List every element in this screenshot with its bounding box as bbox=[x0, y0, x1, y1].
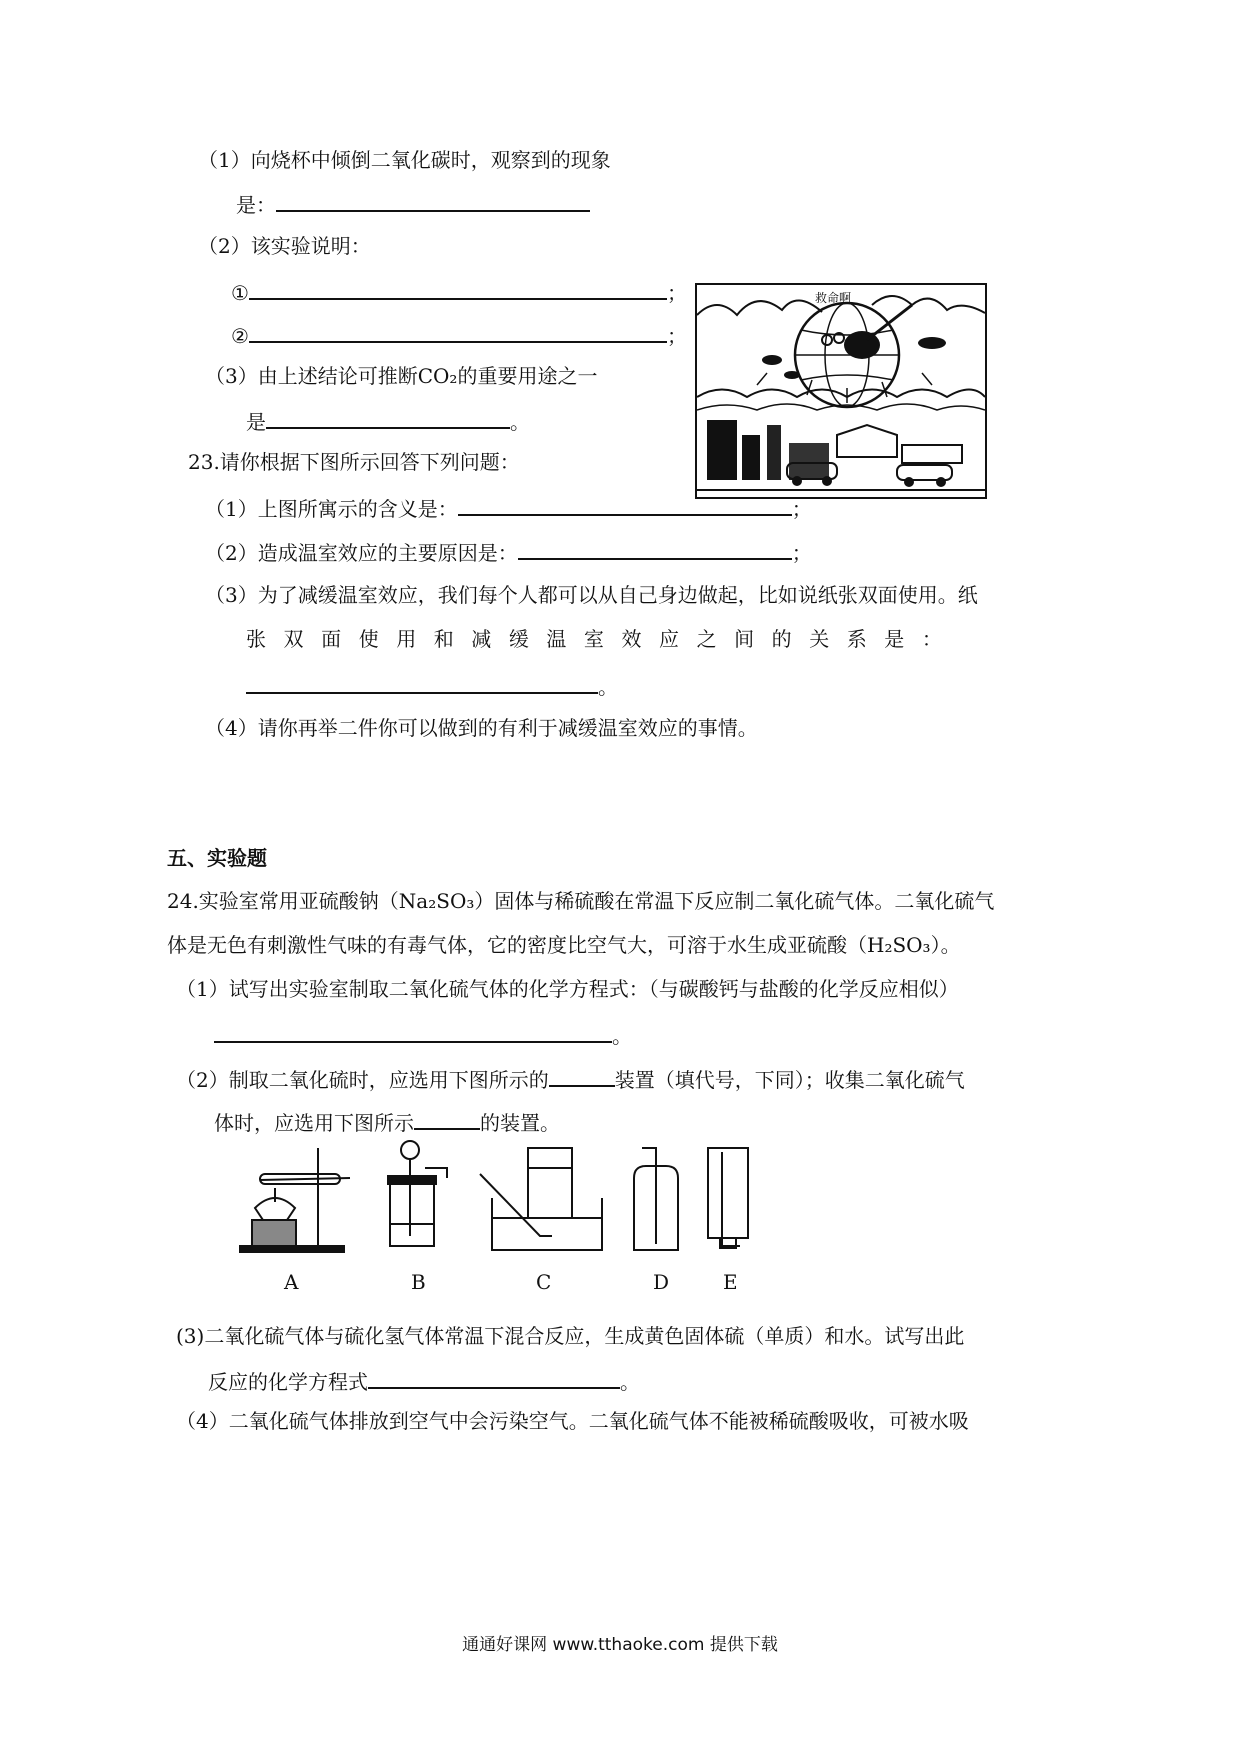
q24-part2-text-a: （2）制取二氧化硫时，应选用下图所示的 bbox=[176, 1068, 549, 1092]
justified-char: 应 bbox=[659, 627, 680, 651]
apparatus-a bbox=[240, 1148, 350, 1252]
apparatus-label-e: E bbox=[723, 1270, 738, 1294]
semicolon: ； bbox=[791, 541, 812, 565]
answer-blank[interactable] bbox=[549, 1063, 615, 1087]
q22-conclusion-2 bbox=[231, 319, 687, 350]
answer-blank[interactable] bbox=[414, 1106, 480, 1130]
q24-part1-answer bbox=[214, 1019, 632, 1050]
q23-part2 bbox=[205, 536, 812, 567]
q24-part3-prefix: 反应的化学方程式 bbox=[208, 1370, 368, 1394]
justified-char: ： bbox=[921, 627, 942, 651]
answer-blank[interactable] bbox=[266, 405, 510, 429]
answer-blank[interactable] bbox=[246, 670, 598, 694]
q23-part3-line1: （3）为了减缓温室效应，我们每个人都可以从自己身边做起，比如说纸张双面使用。纸 bbox=[205, 583, 978, 607]
q22-part3-line1: （3）由上述结论可推断CO₂的重要用途之一 bbox=[205, 364, 598, 388]
apparatus-b bbox=[388, 1141, 447, 1246]
footer-credit: 通通好课网 www.tthaoke.com 提供下载 bbox=[462, 1635, 778, 1655]
justified-char: 缓 bbox=[508, 627, 529, 651]
justified-char: 是 bbox=[884, 627, 905, 651]
justified-char: 双 bbox=[283, 627, 304, 651]
q24-part2-text-c: 体时，应选用下图所示 bbox=[214, 1111, 414, 1135]
answer-blank[interactable] bbox=[276, 188, 590, 212]
circled-one: ① bbox=[231, 281, 249, 305]
q24-stem-line2: 体是无色有刺激性气味的有毒气体，它的密度比空气大，可溶于水生成亚硫酸（H₂SO₃）。 bbox=[167, 933, 961, 957]
q24-part2-text-b: 装置（填代号，下同）；收集二氧化硫气 bbox=[614, 1068, 965, 1092]
answer-blank[interactable] bbox=[249, 276, 667, 300]
q23-stem: 23.请你根据下图所示回答下列问题： bbox=[188, 450, 520, 474]
q22-part1-line1: （1）向烧杯中倾倒二氧化碳时，观察到的现象 bbox=[198, 148, 611, 172]
justified-char: 减 bbox=[471, 627, 492, 651]
apparatus-figure bbox=[230, 1138, 770, 1258]
q23-part1 bbox=[205, 492, 812, 523]
q24-part2-text-d: 的装置。 bbox=[480, 1111, 560, 1135]
semicolon: ； bbox=[666, 281, 687, 305]
justified-char: 使 bbox=[358, 627, 379, 651]
period: 。 bbox=[510, 410, 530, 434]
semicolon: ； bbox=[791, 497, 812, 521]
q24-part3-line2 bbox=[208, 1365, 640, 1396]
q22-part1-prefix: 是： bbox=[236, 193, 276, 217]
answer-blank[interactable] bbox=[249, 319, 667, 343]
q22-part1-line2 bbox=[236, 188, 590, 219]
apparatus-d bbox=[634, 1148, 678, 1250]
justified-char: 的 bbox=[771, 627, 792, 651]
answer-blank[interactable] bbox=[518, 536, 792, 560]
q22-part3-prefix: 是 bbox=[246, 410, 266, 434]
q23-part4: （4）请你再举二件你可以做到的有利于减缓温室效应的事情。 bbox=[205, 716, 758, 740]
section-title: 五、实验题 bbox=[167, 846, 267, 870]
period: 。 bbox=[598, 675, 618, 699]
q23-part3-line2 bbox=[246, 625, 942, 653]
q24-stem-line1: 24.实验室常用亚硫酸钠（Na₂SO₃）固体与稀硫酸在常温下反应制二氧化硫气体。二氧化硫气 bbox=[167, 889, 995, 913]
greenhouse-cartoon bbox=[695, 283, 987, 499]
justified-char: 之 bbox=[696, 627, 717, 651]
q24-part1: （1）试写出实验室制取二氧化硫气体的化学方程式：（与碳酸钙与盐酸的化学反应相似） bbox=[176, 977, 959, 1001]
answer-blank[interactable] bbox=[214, 1019, 612, 1043]
justified-char: 用 bbox=[396, 627, 417, 651]
cartoon-caption: 救命啊 bbox=[815, 291, 852, 305]
q22-conclusion-1 bbox=[231, 276, 687, 307]
q24-part2-line1 bbox=[176, 1063, 965, 1094]
justified-char: 系 bbox=[846, 627, 867, 651]
q23-part2-text: （2）造成温室效应的主要原因是： bbox=[205, 541, 518, 565]
answer-blank[interactable] bbox=[368, 1365, 620, 1389]
q24-part4: （4）二氧化硫气体排放到空气中会污染空气。二氧化硫气体不能被稀硫酸吸收，可被水吸 bbox=[176, 1409, 969, 1433]
q23-part1-text: （1）上图所寓示的含义是： bbox=[205, 497, 458, 521]
justified-char: 和 bbox=[433, 627, 454, 651]
apparatus-e bbox=[708, 1148, 748, 1248]
justified-char: 张 bbox=[246, 627, 266, 651]
apparatus-label-d: D bbox=[653, 1270, 670, 1294]
q23-part3-line3 bbox=[246, 670, 618, 701]
period: 。 bbox=[612, 1024, 632, 1048]
earth-cartoon-image bbox=[697, 285, 985, 497]
justified-char: 关 bbox=[809, 627, 830, 651]
semicolon: ； bbox=[666, 324, 687, 348]
apparatus-c bbox=[480, 1148, 602, 1250]
circled-two: ② bbox=[231, 324, 249, 348]
answer-blank[interactable] bbox=[458, 492, 792, 516]
q22-part3-line2 bbox=[246, 405, 530, 436]
apparatus-label-b: B bbox=[411, 1270, 426, 1294]
q24-part2-line2 bbox=[214, 1106, 560, 1137]
period: 。 bbox=[620, 1370, 640, 1394]
justified-char: 室 bbox=[583, 627, 604, 651]
justified-char: 面 bbox=[321, 627, 342, 651]
justified-char: 效 bbox=[621, 627, 642, 651]
apparatus-label-c: C bbox=[536, 1270, 552, 1294]
q22-part2: （2）该实验说明： bbox=[198, 234, 371, 258]
q24-part3-line1: (3)二氧化硫气体与硫化氢气体常温下混合反应，生成黄色固体硫（单质）和水。试写出此 bbox=[176, 1324, 965, 1348]
justified-char: 温 bbox=[546, 627, 567, 651]
apparatus-label-a: A bbox=[284, 1270, 299, 1294]
justified-char: 间 bbox=[734, 627, 755, 651]
